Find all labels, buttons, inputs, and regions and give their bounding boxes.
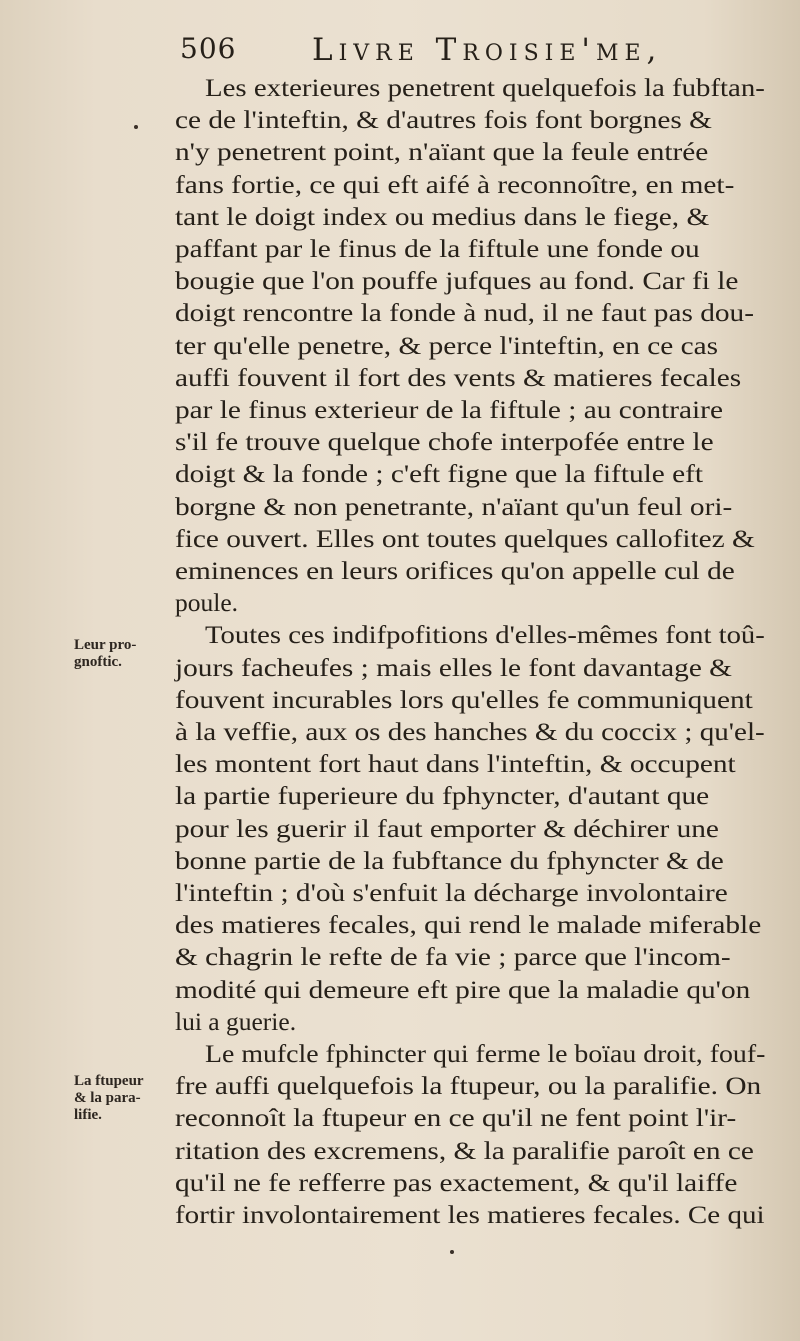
text-line: les montent fort haut dans l'inteftin, & occupent <box>175 749 736 779</box>
text-line: ce de l'inteftin, & d'autres fois font borgnes & <box>175 105 712 135</box>
text-line: borgne & non penetrante, n'aïant qu'un feul ori- <box>175 491 733 521</box>
text-line: fice ouvert. Elles ont toutes quelques callofitez & <box>175 523 755 553</box>
text-line: lui a guerie. <box>175 1006 297 1036</box>
text-line: des matieres fecales, qui rend le malade miferable <box>175 910 762 940</box>
text-line: doigt & la fonde ; c'eft figne que la fiftule eft <box>175 459 704 489</box>
text-line: doigt rencontre la fonde à nud, il ne faut pas dou- <box>175 298 754 328</box>
text-line: par le finus exterieur de la fiftule ; au contraire <box>175 395 723 424</box>
text-line: n'y penetrent point, n'aïant que la feule entrée <box>175 137 709 167</box>
text-line: fouvent incurables lors qu'elles fe communiquent <box>175 684 753 714</box>
ink-speck <box>134 125 138 129</box>
text-line: poule. <box>175 588 239 618</box>
text-line: auffi fouvent il fort des vents & matieres fecales <box>175 362 742 392</box>
margin-note-line: Leur pro- <box>74 637 137 653</box>
text-line: fortir involontairement les matieres fecales. Ce qui <box>175 1200 765 1229</box>
text-line: eminences en leurs orifices qu'on appelle cul de <box>175 556 735 585</box>
margin-note-prognostic <box>74 637 164 671</box>
text-line: jours facheufes ; mais elles le font davantage & <box>175 652 732 682</box>
text-line: fre auffi quelquefois la ftupeur, ou la paralifie. On <box>175 1071 762 1101</box>
text-line: reconnoît la ftupeur en ce qu'il ne fent point l'ir- <box>175 1103 737 1133</box>
text-line: à la veffie, aux os des hanches & du coccix ; qu'el- <box>175 717 765 746</box>
text-line: qu'il ne fe refferre pas exactement, & qu'il laiffe <box>175 1167 738 1197</box>
margin-note-stupor <box>74 1073 164 1124</box>
text-line: pour les guerir il faut emporter & déchirer une <box>175 813 719 843</box>
text-line: bonne partie de la fubftance du fphyncter & de <box>175 845 724 875</box>
text-line: s'il fe trouve quelque chofe interpofée entre le <box>175 427 714 457</box>
text-line: modité qui demeure eft pire que la maladie qu'on <box>175 974 751 1004</box>
margin-note-line: & la para- <box>74 1090 141 1106</box>
page-number: 506 <box>180 32 237 65</box>
text-line: bougie que l'on pouffe jufques au fond. Car fi le <box>175 266 739 296</box>
text-line: & chagrin le refte de fa vie ; parce que l'incom- <box>175 942 731 972</box>
text-line: ritation des excremens, & la paralifie paroît en ce <box>175 1135 754 1165</box>
text-line: fans fortie, ce qui eft aifé à reconnoître, en met- <box>175 169 735 199</box>
running-title: Livre Troisie'me, <box>312 32 663 68</box>
margin-note-line: La ftupeur <box>74 1073 144 1089</box>
text-line: paffant par le finus de la fiftule une fonde ou <box>175 234 700 263</box>
margin-note-line: gnoftic. <box>74 654 122 670</box>
text-line: ter qu'elle penetre, & perce l'inteftin, en ce cas <box>175 330 719 360</box>
text-line: Les exterieures penetrent quelquefois la fubftan- <box>205 73 765 102</box>
text-line: Le mufcle fphincter qui ferme le boïau droit, fouf- <box>205 1039 766 1068</box>
text-line: tant le doigt index ou medius dans le fiege, & <box>175 201 710 231</box>
text-line: la partie fuperieure du fphyncter, d'autant que <box>175 781 710 811</box>
ink-speck <box>450 1250 454 1254</box>
text-line: Toutes ces indifpofitions d'elles-mêmes font toû- <box>205 620 765 650</box>
margin-note-line: lifie. <box>74 1107 102 1123</box>
text-line: l'inteftin ; d'où s'enfuit la décharge involontaire <box>175 878 728 907</box>
